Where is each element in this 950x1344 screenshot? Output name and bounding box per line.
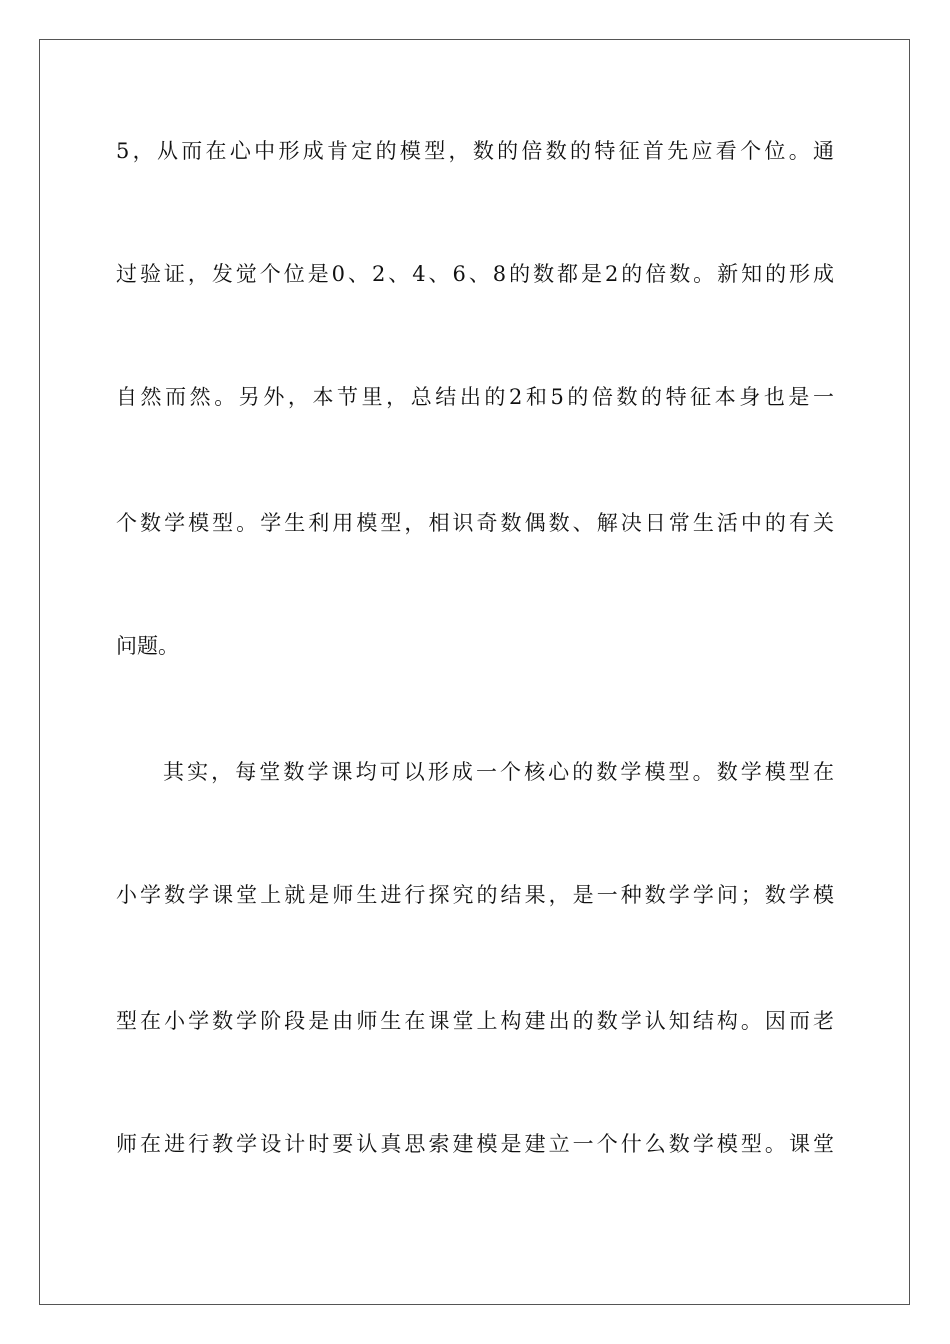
paragraph-line: 过验证，发觉个位是0、2、4、6、8的数都是2的倍数。新知的形成 <box>116 262 834 286</box>
paragraph-line: 5，从而在心中形成肯定的模型，数的倍数的特征首先应看个位。通 <box>116 139 834 163</box>
paragraph-line: 问题。 <box>116 634 179 658</box>
page-border <box>39 39 910 1305</box>
paragraph-line: 小学数学课堂上就是师生进行探究的结果，是一种数学学问；数学模 <box>116 883 834 907</box>
paragraph-line: 自然而然。另外，本节里，总结出的2和5的倍数的特征本身也是一 <box>116 385 834 409</box>
paragraph-line: 型在小学数学阶段是由师生在课堂上构建出的数学认知结构。因而老 <box>116 1009 834 1033</box>
paragraph-line: 个数学模型。学生利用模型，相识奇数偶数、解决日常生活中的有关 <box>116 511 834 535</box>
paragraph-line: 其实，每堂数学课均可以形成一个核心的数学模型。数学模型在 <box>163 760 834 784</box>
paragraph-line: 师在进行教学设计时要认真思索建模是建立一个什么数学模型。课堂 <box>116 1132 834 1156</box>
